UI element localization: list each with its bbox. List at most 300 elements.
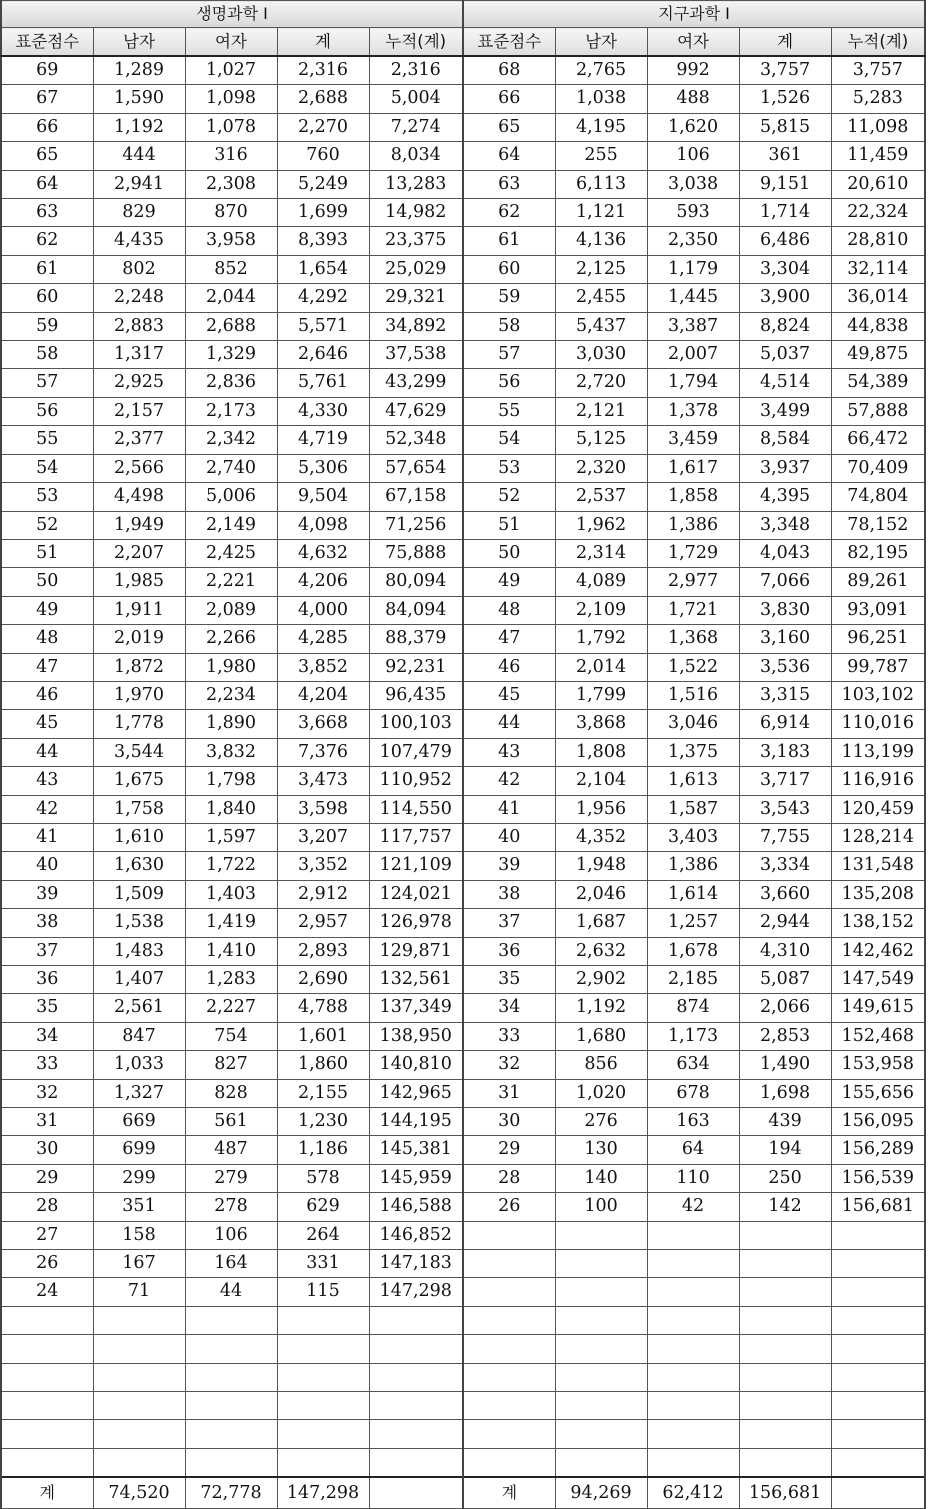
left-cell: 129,871 [369, 937, 463, 965]
left-cell: 55 [1, 426, 93, 454]
table-row [1, 1193, 925, 1221]
right-cell [647, 1250, 739, 1278]
table-row [1, 852, 925, 880]
right-cell: 992 [647, 56, 739, 85]
right-cell [647, 1306, 739, 1334]
left-cell: 28 [1, 1193, 93, 1221]
table-row [1, 85, 925, 113]
left-cell: 42 [1, 795, 93, 823]
right-cell: 2,121 [555, 397, 647, 425]
left-cell: 8,034 [369, 142, 463, 170]
right-cell: 65 [463, 113, 555, 141]
table-row [1, 199, 925, 227]
left-cell [277, 1335, 369, 1363]
table-row [1, 880, 925, 908]
right-total-cell [831, 1477, 925, 1509]
table-row [1, 1221, 925, 1249]
right-cell: 1,522 [647, 653, 739, 681]
table-row [1, 767, 925, 795]
left-cell: 828 [185, 1079, 277, 1107]
right-cell: 4,352 [555, 823, 647, 851]
right-cell: 1,526 [739, 85, 831, 113]
left-cell: 1,840 [185, 795, 277, 823]
table-row [1, 625, 925, 653]
right-cell: 58 [463, 312, 555, 340]
right-cell: 40 [463, 823, 555, 851]
left-cell: 47 [1, 653, 93, 681]
left-cell: 1,192 [93, 113, 185, 141]
left-cell: 1,419 [185, 909, 277, 937]
left-cell: 629 [277, 1193, 369, 1221]
right-cell: 54 [463, 426, 555, 454]
left-cell: 37 [1, 937, 93, 965]
left-cell: 2,316 [369, 56, 463, 85]
table-row [1, 1079, 925, 1107]
right-cell: 3,757 [831, 56, 925, 85]
right-cell: 3,348 [739, 511, 831, 539]
right-cell: 106 [647, 142, 739, 170]
left-cell: 1,538 [93, 909, 185, 937]
left-cell: 67,158 [369, 483, 463, 511]
right-cell: 2,109 [555, 596, 647, 624]
right-cell: 1,698 [739, 1079, 831, 1107]
right-cell [831, 1363, 925, 1391]
table-row [1, 397, 925, 425]
left-cell: 33 [1, 1051, 93, 1079]
right-cell: 3,183 [739, 738, 831, 766]
right-cell: 99,787 [831, 653, 925, 681]
right-cell: 2,944 [739, 909, 831, 937]
left-cell: 4,098 [277, 511, 369, 539]
right-cell [831, 1278, 925, 1306]
left-cell: 34 [1, 1022, 93, 1050]
right-cell: 34 [463, 994, 555, 1022]
left-cell: 61 [1, 255, 93, 283]
left-cell: 1,798 [185, 767, 277, 795]
right-cell [555, 1306, 647, 1334]
right-cell: 1,620 [647, 113, 739, 141]
right-cell: 36,014 [831, 284, 925, 312]
table-row [1, 1448, 925, 1477]
left-column-header: 계 [277, 28, 369, 57]
left-cell: 4,000 [277, 596, 369, 624]
right-cell: 361 [739, 142, 831, 170]
left-cell: 88,379 [369, 625, 463, 653]
right-cell [831, 1306, 925, 1334]
left-cell: 140,810 [369, 1051, 463, 1079]
right-cell: 1,948 [555, 852, 647, 880]
table-row [1, 113, 925, 141]
left-cell: 299 [93, 1164, 185, 1192]
left-cell: 561 [185, 1108, 277, 1136]
right-cell: 1,368 [647, 625, 739, 653]
right-cell: 55 [463, 397, 555, 425]
table-row [1, 1051, 925, 1079]
left-cell: 49 [1, 596, 93, 624]
right-cell: 1,173 [647, 1022, 739, 1050]
left-cell: 2,883 [93, 312, 185, 340]
left-cell: 1,230 [277, 1108, 369, 1136]
left-cell: 8,393 [277, 227, 369, 255]
left-cell [185, 1392, 277, 1420]
left-cell: 37,538 [369, 341, 463, 369]
left-cell: 1,317 [93, 341, 185, 369]
right-cell: 2,902 [555, 966, 647, 994]
left-cell [277, 1420, 369, 1448]
left-cell: 5,249 [277, 170, 369, 198]
table-row [1, 681, 925, 709]
left-cell: 487 [185, 1136, 277, 1164]
right-cell: 678 [647, 1079, 739, 1107]
right-cell: 120,459 [831, 795, 925, 823]
left-cell [369, 1335, 463, 1363]
right-cell: 1,121 [555, 199, 647, 227]
left-cell: 1,410 [185, 937, 277, 965]
left-cell: 2,836 [185, 369, 277, 397]
right-cell: 41 [463, 795, 555, 823]
right-cell: 1,799 [555, 681, 647, 709]
right-cell: 2,125 [555, 255, 647, 283]
right-cell: 39 [463, 852, 555, 880]
left-cell: 699 [93, 1136, 185, 1164]
right-cell: 3,403 [647, 823, 739, 851]
table-row [1, 994, 925, 1022]
left-cell [185, 1306, 277, 1334]
left-cell: 1,329 [185, 341, 277, 369]
left-cell: 1,509 [93, 880, 185, 908]
table-row [1, 426, 925, 454]
right-cell: 2,853 [739, 1022, 831, 1050]
right-column-header: 누적(계) [831, 28, 925, 57]
right-cell [463, 1335, 555, 1363]
left-column-header: 여자 [185, 28, 277, 57]
left-cell: 13,283 [369, 170, 463, 198]
left-cell [369, 1448, 463, 1477]
right-cell: 30 [463, 1108, 555, 1136]
left-cell: 1,911 [93, 596, 185, 624]
right-cell: 1,792 [555, 625, 647, 653]
left-cell: 44 [1, 738, 93, 766]
left-cell: 7,274 [369, 113, 463, 141]
left-total-cell: 계 [1, 1477, 93, 1509]
left-cell: 34,892 [369, 312, 463, 340]
right-cell: 3,334 [739, 852, 831, 880]
left-cell: 30 [1, 1136, 93, 1164]
right-cell: 3,717 [739, 767, 831, 795]
left-cell: 48 [1, 625, 93, 653]
right-cell: 8,584 [739, 426, 831, 454]
left-cell: 57 [1, 369, 93, 397]
right-cell: 57 [463, 341, 555, 369]
left-cell: 9,504 [277, 483, 369, 511]
left-cell: 1,033 [93, 1051, 185, 1079]
right-cell: 36 [463, 937, 555, 965]
right-cell: 8,824 [739, 312, 831, 340]
left-cell [185, 1420, 277, 1448]
left-cell: 2,270 [277, 113, 369, 141]
left-cell: 1,283 [185, 966, 277, 994]
right-cell: 1,192 [555, 994, 647, 1022]
left-cell: 4,330 [277, 397, 369, 425]
table-row [1, 1250, 925, 1278]
left-cell: 444 [93, 142, 185, 170]
table-row [1, 1363, 925, 1391]
left-cell: 1,630 [93, 852, 185, 880]
right-cell: 131,548 [831, 852, 925, 880]
left-cell: 2,893 [277, 937, 369, 965]
left-cell: 279 [185, 1164, 277, 1192]
right-cell: 50 [463, 539, 555, 567]
right-cell: 89,261 [831, 568, 925, 596]
right-cell: 5,283 [831, 85, 925, 113]
left-cell: 5,006 [185, 483, 277, 511]
right-cell: 1,587 [647, 795, 739, 823]
right-cell [647, 1335, 739, 1363]
left-cell: 2,155 [277, 1079, 369, 1107]
right-cell: 1,516 [647, 681, 739, 709]
right-cell: 37 [463, 909, 555, 937]
left-cell: 57,654 [369, 454, 463, 482]
right-cell: 26 [463, 1193, 555, 1221]
right-cell: 103,102 [831, 681, 925, 709]
left-cell [1, 1448, 93, 1477]
subject-title-right: 지구과학 I [463, 1, 925, 28]
left-cell: 92,231 [369, 653, 463, 681]
left-cell: 64 [1, 170, 93, 198]
table-row [1, 653, 925, 681]
right-cell: 153,958 [831, 1051, 925, 1079]
table-row [1, 170, 925, 198]
right-cell [463, 1448, 555, 1477]
left-cell: 1,778 [93, 710, 185, 738]
right-cell: 113,199 [831, 738, 925, 766]
left-cell: 3,958 [185, 227, 277, 255]
left-cell: 44 [185, 1278, 277, 1306]
left-cell: 1,610 [93, 823, 185, 851]
left-cell: 3,207 [277, 823, 369, 851]
left-cell: 3,852 [277, 653, 369, 681]
right-cell: 59 [463, 284, 555, 312]
right-cell [831, 1221, 925, 1249]
right-cell: 74,804 [831, 483, 925, 511]
right-cell: 20,610 [831, 170, 925, 198]
right-cell: 60 [463, 255, 555, 283]
right-cell: 634 [647, 1051, 739, 1079]
right-cell: 5,037 [739, 341, 831, 369]
right-cell [739, 1221, 831, 1249]
left-cell: 80,094 [369, 568, 463, 596]
left-cell: 96,435 [369, 681, 463, 709]
left-cell: 5,004 [369, 85, 463, 113]
left-cell [277, 1392, 369, 1420]
right-cell: 42 [463, 767, 555, 795]
right-cell: 1,808 [555, 738, 647, 766]
right-cell: 64 [463, 142, 555, 170]
right-cell [647, 1221, 739, 1249]
left-cell: 4,204 [277, 681, 369, 709]
right-cell: 874 [647, 994, 739, 1022]
left-cell: 2,308 [185, 170, 277, 198]
left-cell: 2,646 [277, 341, 369, 369]
left-cell: 43 [1, 767, 93, 795]
right-cell: 4,089 [555, 568, 647, 596]
right-cell: 1,378 [647, 397, 739, 425]
table-row [1, 454, 925, 482]
right-cell: 593 [647, 199, 739, 227]
right-cell [739, 1278, 831, 1306]
right-cell: 4,514 [739, 369, 831, 397]
right-cell: 156,095 [831, 1108, 925, 1136]
right-cell: 5,437 [555, 312, 647, 340]
right-cell: 1,721 [647, 596, 739, 624]
left-cell: 45 [1, 710, 93, 738]
left-cell: 146,588 [369, 1193, 463, 1221]
left-cell: 2,688 [277, 85, 369, 113]
left-cell: 31 [1, 1108, 93, 1136]
right-cell: 68 [463, 56, 555, 85]
right-cell: 49,875 [831, 341, 925, 369]
right-cell [463, 1363, 555, 1391]
left-cell: 29,321 [369, 284, 463, 312]
left-cell: 1,407 [93, 966, 185, 994]
left-cell: 67 [1, 85, 93, 113]
left-cell: 4,285 [277, 625, 369, 653]
right-cell: 194 [739, 1136, 831, 1164]
right-cell [555, 1250, 647, 1278]
left-cell: 25,029 [369, 255, 463, 283]
left-cell: 106 [185, 1221, 277, 1249]
right-cell [831, 1392, 925, 1420]
right-cell: 33 [463, 1022, 555, 1050]
right-cell [647, 1448, 739, 1477]
left-cell: 3,668 [277, 710, 369, 738]
left-cell: 2,316 [277, 56, 369, 85]
right-cell [739, 1392, 831, 1420]
right-cell: 51 [463, 511, 555, 539]
right-cell: 3,543 [739, 795, 831, 823]
left-cell [93, 1420, 185, 1448]
left-cell [277, 1448, 369, 1477]
right-cell [647, 1278, 739, 1306]
left-cell: 802 [93, 255, 185, 283]
right-cell: 4,195 [555, 113, 647, 141]
right-cell: 64 [647, 1136, 739, 1164]
left-cell: 2,227 [185, 994, 277, 1022]
right-cell: 3,030 [555, 341, 647, 369]
left-cell: 3,473 [277, 767, 369, 795]
left-cell: 2,957 [277, 909, 369, 937]
table-row [1, 909, 925, 937]
right-cell [739, 1448, 831, 1477]
left-cell: 2,740 [185, 454, 277, 482]
right-cell: 46 [463, 653, 555, 681]
left-cell: 75,888 [369, 539, 463, 567]
left-cell: 4,292 [277, 284, 369, 312]
left-cell: 3,352 [277, 852, 369, 880]
left-cell: 331 [277, 1250, 369, 1278]
right-cell: 44 [463, 710, 555, 738]
right-cell: 2,720 [555, 369, 647, 397]
right-cell: 3,937 [739, 454, 831, 482]
right-cell: 2,185 [647, 966, 739, 994]
table-row [1, 1108, 925, 1136]
left-cell: 2,173 [185, 397, 277, 425]
left-cell: 1,722 [185, 852, 277, 880]
left-cell: 1,890 [185, 710, 277, 738]
left-cell: 1,327 [93, 1079, 185, 1107]
right-cell: 7,755 [739, 823, 831, 851]
table-row [1, 539, 925, 567]
left-cell: 2,019 [93, 625, 185, 653]
right-cell: 2,046 [555, 880, 647, 908]
left-cell: 578 [277, 1164, 369, 1192]
left-cell: 69 [1, 56, 93, 85]
left-cell: 121,109 [369, 852, 463, 880]
right-cell: 140 [555, 1164, 647, 1192]
right-cell: 1,680 [555, 1022, 647, 1050]
right-cell: 276 [555, 1108, 647, 1136]
right-column-header: 계 [739, 28, 831, 57]
left-cell: 2,688 [185, 312, 277, 340]
subject-header-row [1, 1, 925, 28]
left-cell: 1,186 [277, 1136, 369, 1164]
right-cell: 1,614 [647, 880, 739, 908]
right-cell: 110,016 [831, 710, 925, 738]
left-cell: 124,021 [369, 880, 463, 908]
right-cell: 250 [739, 1164, 831, 1192]
right-cell: 1,020 [555, 1079, 647, 1107]
table-row [1, 369, 925, 397]
right-cell: 1,179 [647, 255, 739, 283]
left-cell: 14,982 [369, 199, 463, 227]
left-cell: 41 [1, 823, 93, 851]
left-cell: 145,381 [369, 1136, 463, 1164]
right-total-cell: 94,269 [555, 1477, 647, 1509]
right-cell: 110 [647, 1164, 739, 1192]
left-cell: 760 [277, 142, 369, 170]
left-cell: 1,483 [93, 937, 185, 965]
left-cell [93, 1335, 185, 1363]
right-total-cell: 62,412 [647, 1477, 739, 1509]
right-cell: 6,113 [555, 170, 647, 198]
left-cell: 40 [1, 852, 93, 880]
left-cell: 59 [1, 312, 93, 340]
left-cell [277, 1363, 369, 1391]
right-cell: 4,136 [555, 227, 647, 255]
right-cell: 135,208 [831, 880, 925, 908]
right-cell: 156,539 [831, 1164, 925, 1192]
right-cell: 156,289 [831, 1136, 925, 1164]
left-cell: 1,601 [277, 1022, 369, 1050]
left-cell: 100,103 [369, 710, 463, 738]
right-cell: 2,014 [555, 653, 647, 681]
right-cell: 147,549 [831, 966, 925, 994]
right-cell: 62 [463, 199, 555, 227]
left-cell: 23,375 [369, 227, 463, 255]
right-cell: 1,714 [739, 199, 831, 227]
right-cell [463, 1420, 555, 1448]
left-cell: 27 [1, 1221, 93, 1249]
left-cell: 2,912 [277, 880, 369, 908]
right-cell [739, 1306, 831, 1334]
left-cell: 827 [185, 1051, 277, 1079]
right-cell: 152,468 [831, 1022, 925, 1050]
left-cell: 4,498 [93, 483, 185, 511]
table-row [1, 56, 925, 85]
table-row [1, 1392, 925, 1420]
right-cell: 3,757 [739, 56, 831, 85]
left-total-cell: 72,778 [185, 1477, 277, 1509]
